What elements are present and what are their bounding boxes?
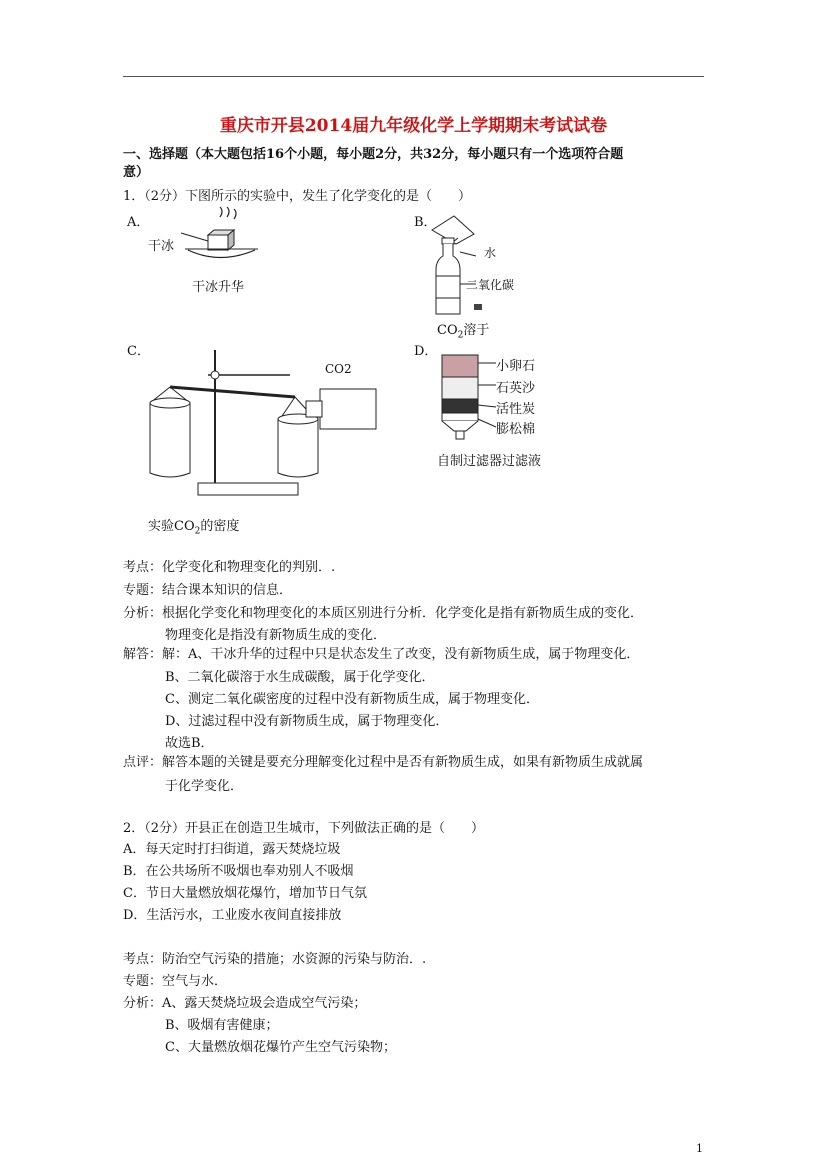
option-d-letter: D．: [414, 344, 438, 359]
option-a-ice-label: 干冰: [148, 239, 175, 254]
q1-jieda-line4: D、过滤过程中没有新物质生成，属于物理变化．: [165, 714, 449, 729]
q2-kaodian: 考点：防治空气污染的措施；水资源的污染与防治．.: [123, 952, 427, 967]
page-title: 重庆市开县2014届九年级化学上学期期末考试试卷: [219, 116, 608, 136]
q2-option-d: D．生活污水，工业废水夜间直接排放: [123, 908, 342, 923]
co2-density-figure: [140, 345, 390, 505]
q1-jieda-line2: B、二氧化碳溶于水生成碳酸，属于化学变化．: [165, 670, 435, 685]
option-a-letter: A．: [127, 215, 150, 230]
section-heading-line2: 意）: [123, 165, 150, 180]
option-a-caption: 干冰升华: [192, 280, 245, 295]
page-number: 1: [696, 1142, 703, 1155]
q1-fenxi-line1: 分析：根据化学变化和物理变化的本质区别进行分析．化学变化是指有新物质生成的变化．: [123, 606, 644, 621]
option-b-water-label: 水: [484, 246, 497, 260]
q1-jieda-line1: 解答：解：A、干冰升华的过程中只是状态发生了改变，没有新物质生成，属于物理变化．: [123, 647, 640, 662]
option-d-caption: 自制过滤器过滤液: [437, 454, 542, 469]
q1-jieda-line5: 故选B．: [165, 736, 214, 751]
q2-fenxi-line2: B、吸烟有害健康；: [165, 1018, 279, 1033]
filter-layer-1: 小卵石: [496, 359, 536, 374]
option-c-co2-label: CO2: [325, 362, 352, 376]
q1-dianping-line1: 点评：解答本题的关键是要充分理解变化过程中是否有新物质生成，如果有新物质生成就属: [123, 755, 644, 770]
option-b-co2-label: 二氧化碳: [466, 278, 515, 292]
filter-layer-3: 活性炭: [496, 402, 536, 417]
q1-fenxi-line2: 物理变化是指没有新物质生成的变化．: [165, 628, 387, 643]
option-c-letter: C．: [127, 344, 150, 359]
question-1-stem: 1．（2分）下图所示的实验中，发生了化学变化的是（ ）: [123, 189, 472, 204]
option-c-caption: 实验$CO_2$的密度: [148, 519, 240, 537]
q1-jieda-line3: C、测定二氧化碳密度的过程中没有新物质生成，属于物理变化．: [165, 692, 539, 707]
q2-option-b: B．在公共场所不吸烟也奉劝别人不吸烟: [123, 864, 354, 879]
q2-fenxi-line1: 分析：A、露天焚烧垃圾会造成空气污染；: [123, 996, 367, 1011]
option-b-letter: B．: [414, 215, 437, 230]
filter-figure: [430, 345, 500, 445]
option-b-caption: $CO_2$溶于: [437, 323, 490, 341]
co2-bottle-figure: [428, 212, 508, 322]
q2-zhuanti: 专题：空气与水．: [123, 974, 228, 989]
question-2-stem: 2．（2分）开县正在创造卫生城市，下列做法正确的是（ ）: [123, 821, 485, 836]
section-heading-line1: 一、选择题（本大题包括16个小题，每小题2分，共32分，每小题只有一个选项符合题: [123, 147, 624, 162]
filter-layer-4: 膨松棉: [496, 422, 536, 437]
q1-zhuanti: 专题：结合课本知识的信息．: [123, 583, 293, 598]
filter-layer-2: 石英沙: [496, 381, 536, 396]
q1-kaodian: 考点：化学变化和物理变化的判别．.: [123, 560, 336, 575]
q2-option-a: A．每天定时打扫街道，露天焚烧垃圾: [123, 842, 341, 857]
header-rule: [123, 76, 704, 77]
q2-fenxi-line3: C、大量燃放烟花爆竹产生空气污染物；: [165, 1040, 396, 1055]
q1-dianping-line2: 于化学变化．: [165, 779, 244, 794]
q2-option-c: C．节日大量燃放烟花爆竹，增加节日气氛: [123, 886, 367, 901]
